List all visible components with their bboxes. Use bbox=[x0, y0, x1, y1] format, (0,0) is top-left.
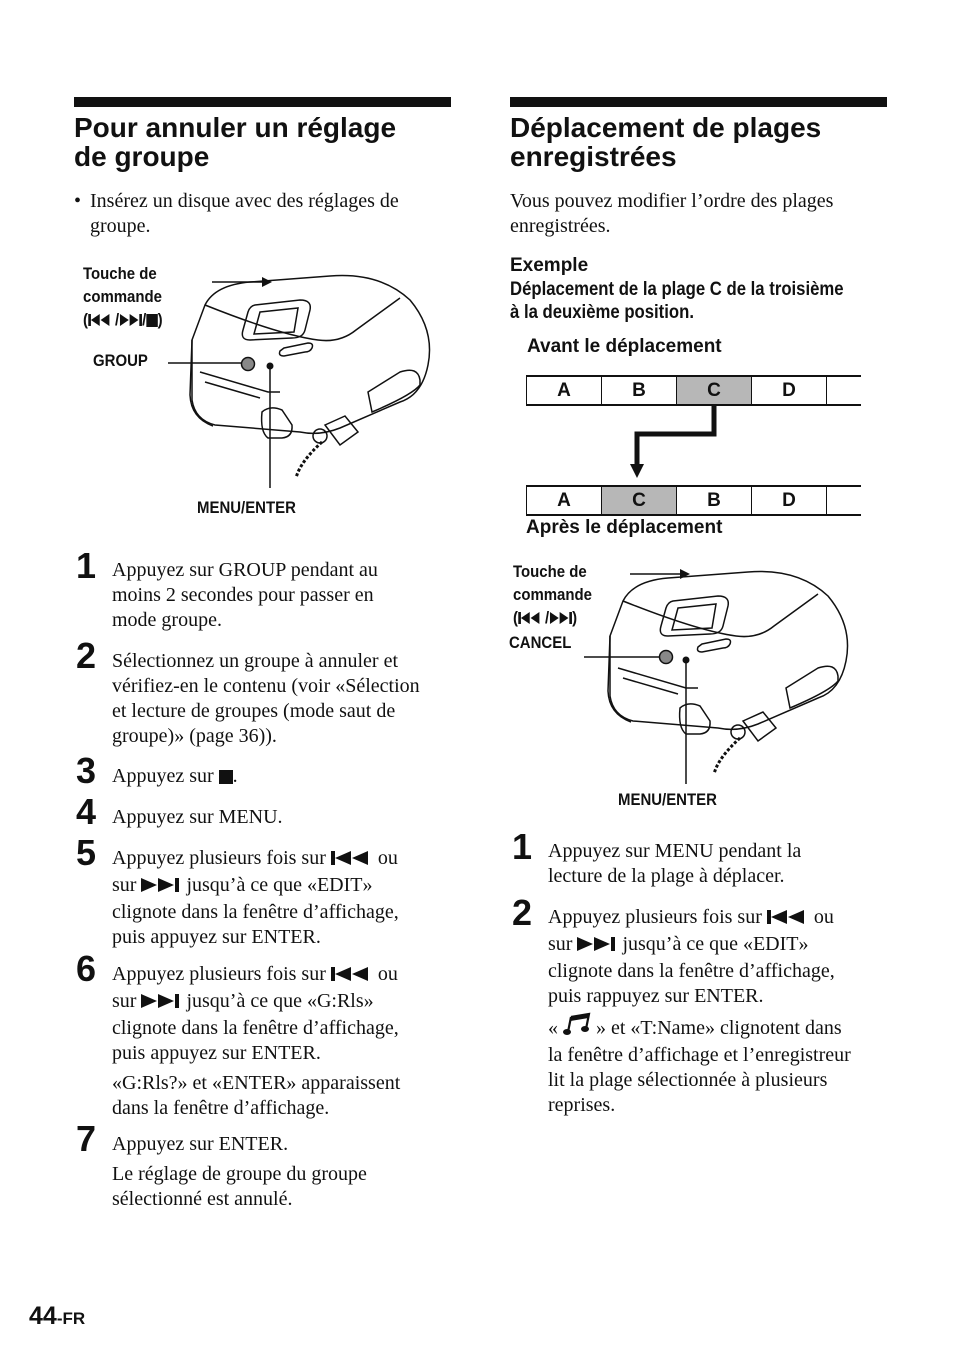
page-number: 44-FR bbox=[29, 1302, 86, 1330]
right-section-title: Déplacement de plages enregistrées bbox=[510, 112, 822, 172]
track-cell: B bbox=[602, 377, 677, 404]
next-track-icon bbox=[577, 934, 617, 959]
step-number: 1 bbox=[512, 826, 533, 867]
fig2-label-menu: MENU/ENTER bbox=[618, 790, 717, 809]
fig1-label-menu: MENU/ENTER bbox=[197, 498, 296, 517]
fig1-label-buttons: ( / / ) bbox=[83, 308, 163, 333]
step-number: 2 bbox=[512, 892, 533, 933]
step-text: Appuyez sur ENTER. Le réglage de groupe du groupe sélectionné est annulé. bbox=[112, 1133, 367, 1210]
track-cell: A bbox=[527, 487, 602, 514]
left-section-title: Pour annuler un réglage de groupe bbox=[74, 112, 397, 172]
track-cell: A bbox=[527, 377, 602, 404]
after-label: Après le déplacement bbox=[526, 517, 723, 538]
fig2-label-touche: Touche de commande ( / ) bbox=[513, 560, 592, 631]
track-cell-selected: C bbox=[602, 487, 677, 514]
step-number: 1 bbox=[76, 545, 97, 586]
step-number: 6 bbox=[76, 948, 97, 989]
step-text: Appuyez sur MENU pendant la lecture de la plage à déplacer. bbox=[548, 840, 802, 887]
step-number: 3 bbox=[76, 750, 97, 791]
fig2-label-cancel: CANCEL bbox=[509, 633, 572, 652]
step-text: Appuyez sur . bbox=[112, 764, 238, 791]
step-number: 2 bbox=[76, 635, 97, 676]
bullet-mark: • bbox=[74, 190, 82, 212]
right-intro: Vous pouvez modifier l’ordre des plages enregistrées. bbox=[510, 190, 834, 237]
fig1-label-group: GROUP bbox=[93, 351, 148, 370]
step-number: 5 bbox=[76, 832, 97, 873]
step-number: 7 bbox=[76, 1118, 97, 1159]
example-heading: Exemple bbox=[510, 255, 589, 276]
step-number: 4 bbox=[76, 791, 97, 832]
track-cell: B bbox=[677, 487, 752, 514]
music-note-icon bbox=[563, 1014, 591, 1043]
track-cell: D bbox=[752, 377, 827, 404]
step-text: Sélectionnez un groupe à annuler et vérifiez-en le contenu (voir «Sélection et lecture de groupes (mode saut de groupe)» (page 36)). bbox=[112, 650, 420, 747]
cancel-button-marker bbox=[660, 651, 673, 664]
step-text: Appuyez plusieurs fois sur ou sur jusqu’à ce que «EDIT» clignote dans la fenêtre d’affichage, puis appuyez sur ENTER. bbox=[112, 847, 399, 948]
prev-track-icon bbox=[767, 907, 809, 932]
example-description: Déplacement de la plage C de la troisième à la deuxième position. bbox=[510, 279, 844, 323]
fig2-label-buttons: ( / ) bbox=[513, 606, 592, 631]
track-cell: D bbox=[752, 487, 827, 514]
step-text: Appuyez plusieurs fois sur ou sur jusqu’à ce que «EDIT» clignote dans la fenêtre d’affichage, puis rappuyez sur ENTER. « » et «T:Name» clignotent dans la fenêtre d’affichage et l’enregistreur lit la plage sélectionnée à plusieurs reprises. bbox=[548, 906, 851, 1116]
fig1-label-touche: Touche de commande ( / / ) bbox=[83, 262, 163, 333]
step-text: Appuyez plusieurs fois sur ou sur jusqu’à ce que «G:Rls» clignote dans la fenêtre d’affichage, puis appuyez sur ENTER. «G:Rls?» et «ENTER» apparaissent dans la fenêtre d’affichage. bbox=[112, 963, 401, 1119]
step-text: Appuyez sur MENU. bbox=[112, 806, 283, 828]
step-text: Appuyez sur GROUP pendant au moins 2 secondes pour passer en mode groupe. bbox=[112, 559, 378, 631]
before-label: Avant le déplacement bbox=[527, 336, 722, 357]
track-cell-selected: C bbox=[677, 377, 752, 404]
bullet-text: Insérez un disque avec des réglages de groupe. bbox=[90, 190, 399, 237]
